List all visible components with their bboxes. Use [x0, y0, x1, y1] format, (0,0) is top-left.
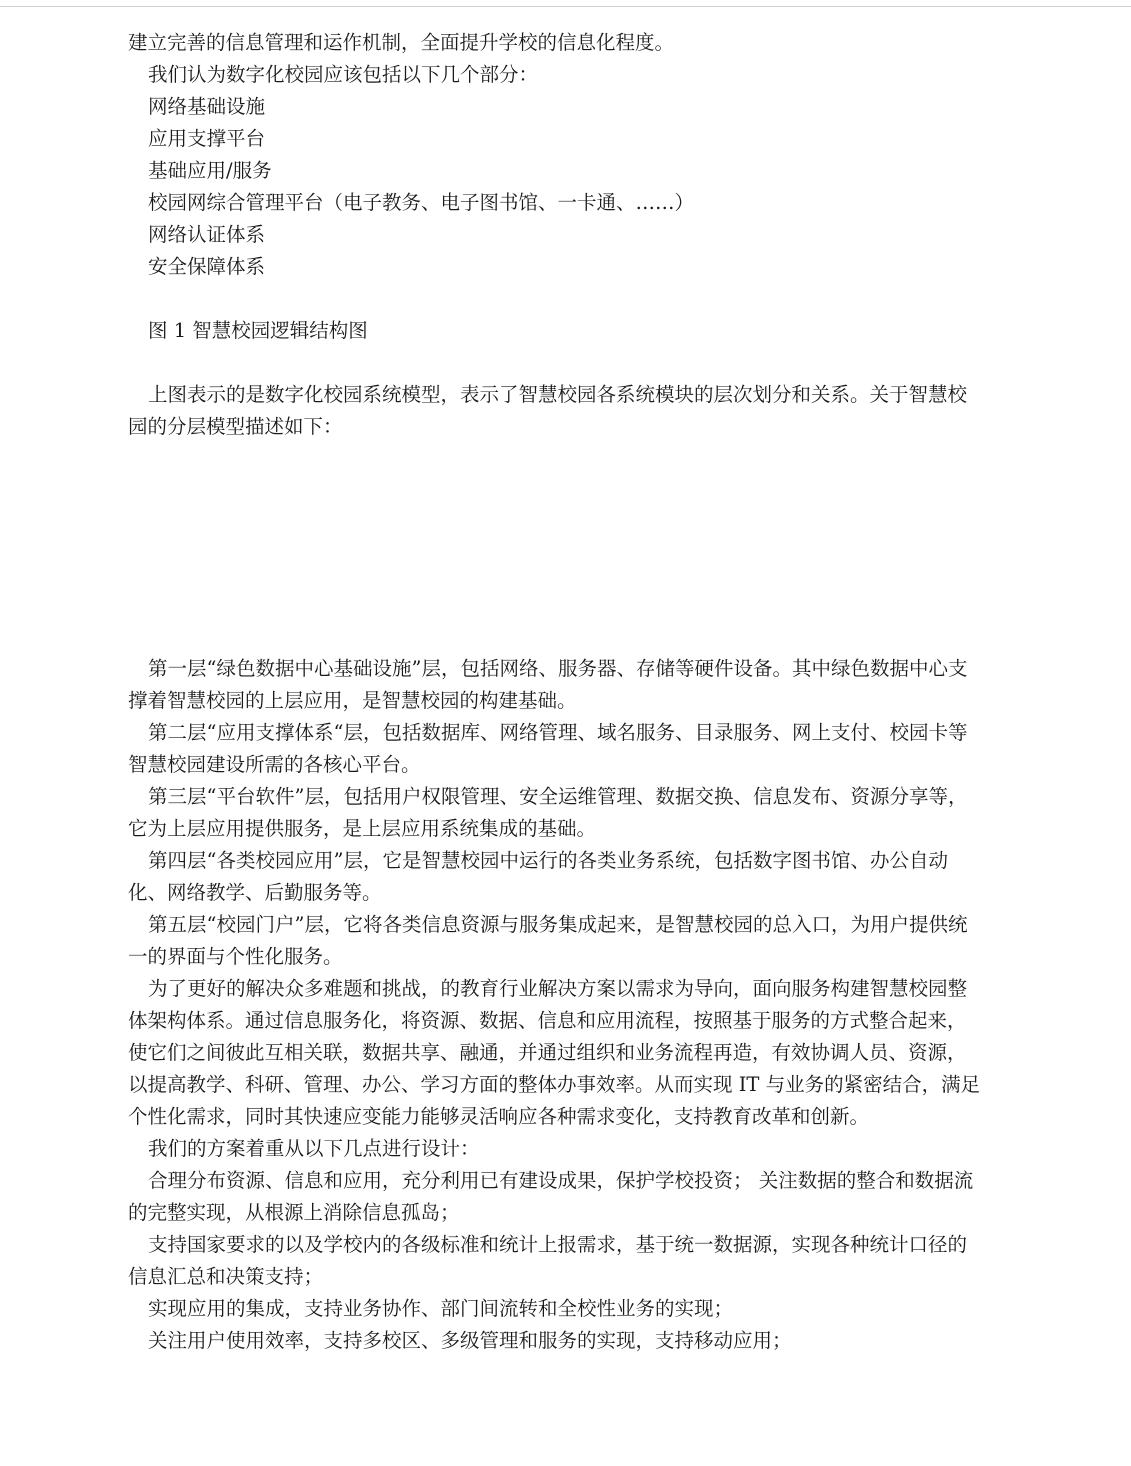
figure-placeholder: [128, 443, 984, 653]
top-divider: [0, 6, 1131, 7]
component-list: [128, 91, 984, 283]
layer-paragraph: 第二层“应用支撑体系“层，包括数据库、网络管理、域名服务、目录服务、网上支付、校园卡等智慧校园建设所需的各核心平台。: [128, 721, 968, 776]
intro-line-1: 建立完善的信息管理和运作机制，全面提升学校的信息化程度。: [128, 31, 675, 54]
component-item: 安全保障体系: [148, 255, 266, 278]
spacer: [128, 283, 984, 315]
layer-paragraph: 第一层“绿色数据中心基础设施”层，包括网络、服务器、存储等硬件设备。其中绿色数据中心支撑着智慧校园的上层应用，是智慧校园的构建基础。: [128, 657, 968, 712]
design-point: 支持国家要求的以及学校内的各级标准和统计上报需求，基于统一数据源，实现各种统计口径的信息汇总和决策支持；: [128, 1233, 968, 1288]
component-item: 基础应用/服务: [148, 159, 272, 182]
design-point: 实现应用的集成，支持业务协作、部门间流转和全校性业务的实现；: [148, 1297, 734, 1320]
intro-line-2: 我们认为数字化校园应该包括以下几个部分：: [148, 63, 539, 86]
document-page: [128, 27, 984, 1357]
component-item: 网络认证体系: [148, 223, 266, 246]
design-point: 合理分布资源、信息和应用，充分利用已有建设成果，保护学校投资； 关注数据的整合和数据流的完整实现，从根源上消除信息孤岛；: [128, 1169, 974, 1224]
layer-paragraph: 第三层“平台软件”层，包括用户权限管理、安全运维管理、数据交换、信息发布、资源分享等，它为上层应用提供服务，是上层应用系统集成的基础。: [128, 785, 968, 840]
spacer: [128, 347, 984, 379]
figure-caption: 图 1 智慧校园逻辑结构图: [148, 319, 368, 342]
layer-paragraph: 第四层“各类校园应用”层，它是智慧校园中运行的各类业务系统，包括数字图书馆、办公自动化、网络教学、后勤服务等。: [128, 849, 948, 904]
figure-description: 上图表示的是数字化校园系统模型，表示了智慧校园各系统模块的层次划分和关系。关于智慧校园的分层模型描述如下：: [128, 383, 968, 438]
layer-paragraph: 第五层“校园门户”层，它将各类信息资源与服务集成起来，是智慧校园的总入口，为用户提供统一的界面与个性化服务。: [128, 913, 968, 968]
solution-paragraph: 为了更好的解决众多难题和挑战，的教育行业解决方案以需求为导向，面向服务构建智慧校园整体架构体系。通过信息服务化，将资源、数据、信息和应用流程，按照基于服务的方式整合起来，使它们之间彼此互相关联，数据共享、融通，并通过组织和业务流程再造，有效协调人员、资源，以提高教学、科研、管理、办公、学习方面的整体办事效率。从而实现 IT 与业务的紧密结合，满足个性化需求，同时其快速应变能力能够灵活响应各种需求变化，支持教育改革和创新。: [128, 977, 981, 1128]
design-intro: 我们的方案着重从以下几点进行设计：: [148, 1137, 480, 1160]
component-item: 应用支撑平台: [148, 127, 266, 150]
component-item: 网络基础设施: [148, 95, 266, 118]
layer-list: [128, 653, 984, 973]
design-point: 关注用户使用效率，支持多校区、多级管理和服务的实现，支持移动应用；: [148, 1329, 792, 1352]
design-point-list: [128, 1165, 984, 1357]
component-item: 校园网综合管理平台（电子教务、电子图书馆、一卡通、……）: [148, 191, 695, 214]
